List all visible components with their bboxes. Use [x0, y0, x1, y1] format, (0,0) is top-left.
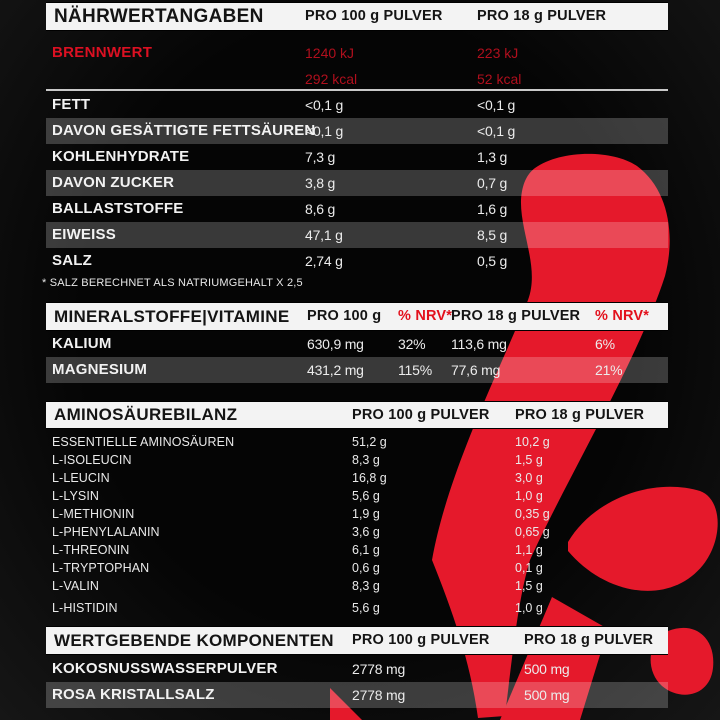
value-per-100g: <0,1 g [305, 123, 344, 139]
value-per-100g: 630,9 mg [307, 336, 364, 352]
value-per-100g: 2,74 g [305, 253, 343, 269]
value-per-18g: 0,7 g [477, 175, 508, 191]
components-table [46, 656, 668, 708]
section-header-naehrwertangaben [46, 3, 668, 30]
table-row-phenylalanin [46, 523, 668, 541]
table-row-histidin [46, 599, 668, 617]
value-per-18g: 3,0 g [515, 471, 543, 485]
col-header-nrv-100g: % NRV* [398, 308, 453, 324]
table-row-methionin [46, 505, 668, 523]
nrv-per-18g: 6% [595, 336, 615, 352]
table-row-rosa-kristallsalz [46, 682, 668, 708]
salt-footnote: * SALZ BERECHNET ALS NATRIUMGEHALT X 2,5 [42, 277, 303, 289]
table-row-essentielle [46, 433, 668, 451]
section-title: AMINOSÄUREBILANZ [54, 405, 238, 424]
value-per-18g: 10,2 g [515, 435, 550, 449]
section-header-komponenten [46, 627, 668, 654]
value-per-100g: 7,3 g [305, 149, 336, 165]
energy-kcal-per-100g: 292 kcal [305, 71, 358, 87]
row-label: KALIUM [52, 335, 112, 352]
value-per-18g: 1,3 g [477, 149, 508, 165]
value-per-100g: 5,6 g [352, 489, 380, 503]
row-label: ESSENTIELLE AMINOSÄUREN [52, 435, 235, 449]
row-label: L-TRYPTOPHAN [52, 561, 150, 575]
table-row-isoleucin [46, 451, 668, 469]
col-header-per-18g: PRO 18 g PULVER [451, 308, 581, 324]
section-title: NÄHRWERTANGABEN [54, 6, 264, 27]
value-per-18g: 113,6 mg [451, 336, 507, 352]
table-row-zucker [46, 170, 668, 196]
row-label: L-THREONIN [52, 543, 130, 557]
table-row-salz [46, 248, 668, 274]
row-label: L-HISTIDIN [52, 601, 118, 615]
table-row-threonin [46, 541, 668, 559]
value-per-100g: 2778 mg [352, 687, 406, 703]
row-label: EIWEISS [52, 226, 116, 243]
value-per-18g: 8,5 g [477, 227, 508, 243]
row-label: KOKOSNUSSWASSERPULVER [52, 660, 278, 677]
row-label: SALZ [52, 252, 92, 269]
row-label: L-METHIONIN [52, 507, 135, 521]
row-label: MAGNESIUM [52, 361, 148, 378]
row-label: L-LYSIN [52, 489, 100, 503]
table-row-valin [46, 577, 668, 595]
value-per-100g: 8,3 g [352, 579, 380, 593]
value-per-18g: 1,6 g [477, 201, 508, 217]
row-label: L-VALIN [52, 579, 100, 593]
col-header-nrv-18g: % NRV* [595, 308, 650, 324]
nrv-per-18g: 21% [595, 362, 623, 378]
table-row-lysin [46, 487, 668, 505]
energy-row-kcal [46, 66, 668, 92]
col-header-per-18g: PRO 18 g PULVER [477, 8, 607, 24]
table-row-gesaettigte-fettsaeuren [46, 118, 668, 144]
col-header-per-100g: PRO 100 g PULVER [352, 632, 490, 648]
value-per-18g: <0,1 g [477, 123, 516, 139]
value-per-100g: 6,1 g [352, 543, 380, 557]
row-label: L-LEUCIN [52, 471, 110, 485]
row-label: KOHLENHYDRATE [52, 148, 190, 165]
value-per-100g: 3,8 g [305, 175, 336, 191]
value-per-100g: 2778 mg [352, 661, 406, 677]
nrv-per-100g: 32% [398, 336, 426, 352]
value-per-18g: 1,5 g [515, 453, 543, 467]
value-per-100g: 51,2 g [352, 435, 387, 449]
row-label: DAVON ZUCKER [52, 174, 175, 191]
col-header-per-18g: PRO 18 g PULVER [515, 407, 645, 423]
row-label: FETT [52, 96, 91, 113]
value-per-18g: 0,65 g [515, 525, 550, 539]
table-row-ballaststoffe [46, 196, 668, 222]
row-label: L-ISOLEUCIN [52, 453, 132, 467]
value-per-100g: 47,1 g [305, 227, 343, 243]
nrv-per-100g: 115% [398, 362, 432, 378]
value-per-100g: 0,6 g [352, 561, 380, 575]
value-per-100g: 3,6 g [352, 525, 380, 539]
value-per-18g: 1,0 g [515, 601, 543, 615]
value-per-100g: 16,8 g [352, 471, 387, 485]
value-per-18g: 500 mg [524, 687, 570, 703]
row-label: L-PHENYLALANIN [52, 525, 160, 539]
value-per-100g: 1,9 g [352, 507, 380, 521]
energy-kj-per-100g: 1240 kJ [305, 45, 355, 61]
section-title: MINERALSTOFFE|VITAMINE [54, 307, 290, 326]
value-per-100g: 431,2 mg [307, 362, 364, 378]
value-per-18g: 0,35 g [515, 507, 550, 521]
amino-acid-table [46, 433, 668, 617]
value-per-18g: 0,1 g [515, 561, 543, 575]
table-row-tryptophan [46, 559, 668, 577]
energy-label: BRENNWERT [52, 44, 153, 61]
value-per-18g: 1,5 g [515, 579, 543, 593]
table-row-fett [46, 92, 668, 118]
nutrient-table [46, 92, 668, 274]
col-header-per-100g: PRO 100 g PULVER [305, 8, 443, 24]
section-header-mineralstoffe [46, 303, 668, 330]
table-row-magnesium [46, 357, 668, 383]
table-row-leucin [46, 469, 668, 487]
col-header-per-18g: PRO 18 g PULVER [524, 632, 654, 648]
row-label: BALLASTSTOFFE [52, 200, 184, 217]
value-per-18g: 0,5 g [477, 253, 508, 269]
section-header-aminosaeuren [46, 402, 668, 428]
energy-row-kj [46, 40, 668, 66]
value-per-18g: 500 mg [524, 661, 570, 677]
value-per-18g: 77,6 mg [451, 362, 501, 378]
table-row-eiweiss [46, 222, 668, 248]
row-label: DAVON GESÄTTIGTE FETTSÄUREN [52, 122, 316, 139]
row-label: ROSA KRISTALLSALZ [52, 686, 215, 703]
value-per-100g: 8,6 g [305, 201, 336, 217]
minerals-table [46, 331, 668, 383]
value-per-18g: 1,1 g [515, 543, 543, 557]
energy-kj-per-18g: 223 kJ [477, 45, 519, 61]
value-per-100g: <0,1 g [305, 97, 344, 113]
table-row-kohlenhydrate [46, 144, 668, 170]
value-per-100g: 5,6 g [352, 601, 380, 615]
value-per-18g: <0,1 g [477, 97, 516, 113]
section-title: WERTGEBENDE KOMPONENTEN [54, 631, 334, 650]
table-row-kalium [46, 331, 668, 357]
col-header-per-100g: PRO 100 g [307, 308, 382, 324]
col-header-per-100g: PRO 100 g PULVER [352, 407, 490, 423]
energy-kcal-per-18g: 52 kcal [477, 71, 522, 87]
value-per-18g: 1,0 g [515, 489, 543, 503]
table-row-kokosnusswasserpulver [46, 656, 668, 682]
value-per-100g: 8,3 g [352, 453, 380, 467]
